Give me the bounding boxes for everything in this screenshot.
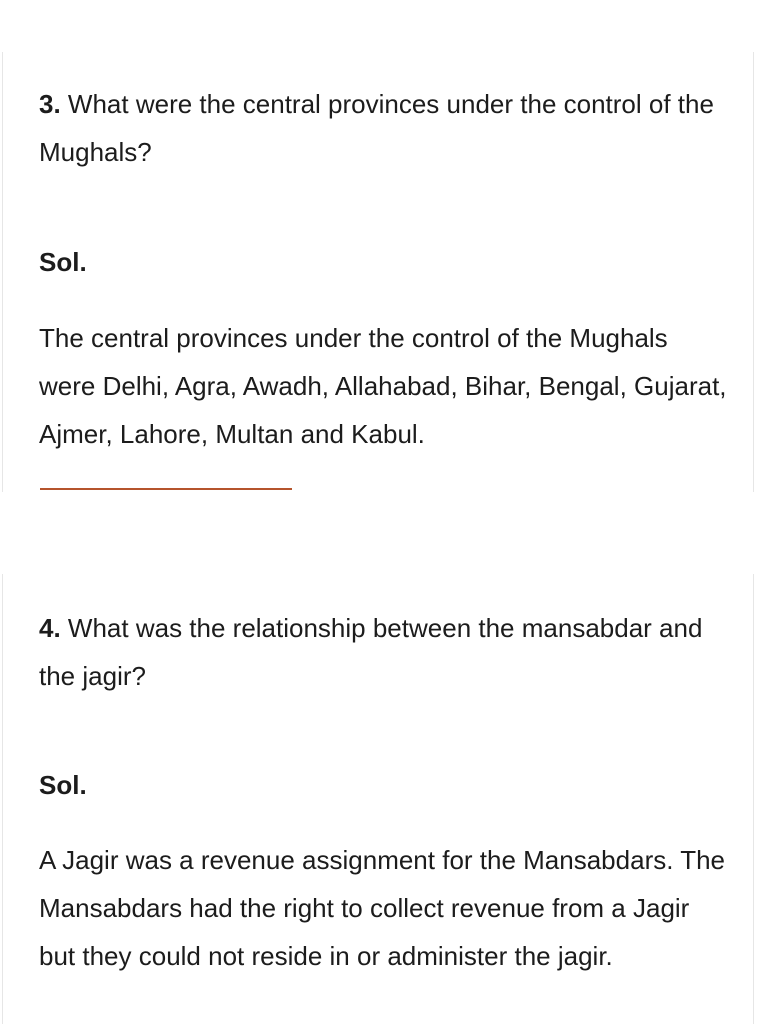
- question-body: What was the relationship between the mansabdar and the jagir?: [39, 613, 703, 691]
- question-card-4: [0, 574, 768, 1024]
- question-body: What were the central provinces under the control of the Mughals?: [39, 89, 714, 167]
- question-text: [39, 80, 719, 176]
- answer-text: A Jagir was a revenue assignment for the Mansabdars. The Mansabdars had the right to collect revenue from a Jagir but they could not reside in or administer the jagir.: [39, 845, 726, 971]
- solution-label: Sol.: [39, 770, 87, 800]
- answer-text: The central provinces under the control of the Mughals were Delhi, Agra, Awadh, Allahabad, Bihar, Bengal, Gujarat, Ajmer, Lahore, Multan and Kabul.: [39, 323, 727, 449]
- card-border-right: [753, 574, 754, 1024]
- section-divider: [40, 488, 292, 490]
- question-number: 4.: [39, 613, 61, 643]
- question-number: 3.: [39, 89, 61, 119]
- question-card-3: [0, 52, 768, 492]
- card-border-right: [753, 52, 754, 492]
- card-border-left: [2, 52, 3, 492]
- card-border-left: [2, 574, 3, 1024]
- question-text: [39, 604, 719, 700]
- solution-label: Sol.: [39, 247, 87, 277]
